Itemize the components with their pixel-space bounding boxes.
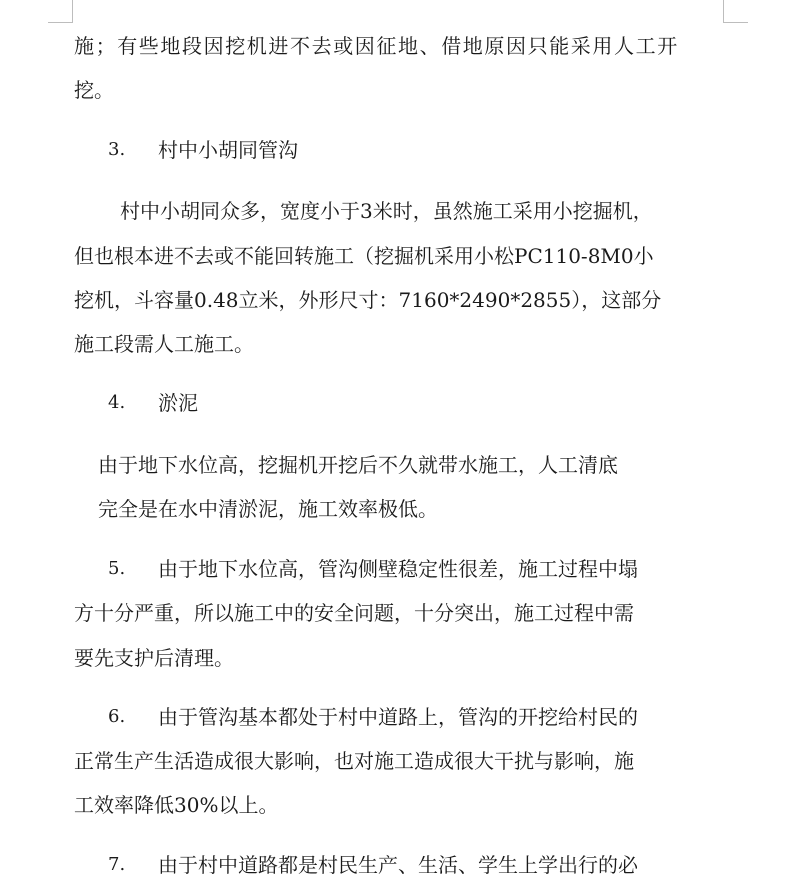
paragraph-line: 但也根本进不去或不能回转施工（挖掘机采用小松PC110-8M0小 bbox=[74, 244, 654, 268]
list-item-line: 由于地下水位高，管沟侧壁稳定性很差，施工过程中塌 bbox=[158, 557, 638, 581]
list-item-line: 方十分严重，所以施工中的安全问题，十分突出，施工过程中需 bbox=[74, 601, 634, 625]
list-item-line: 要先支护后清理。 bbox=[74, 646, 234, 670]
paragraph-line: 村中小胡同众多，宽度小于3米时，虽然施工采用小挖掘机， bbox=[120, 199, 653, 223]
list-item-line: 正常生产生活造成很大影响，也对施工造成很大干扰与影响，施 bbox=[74, 749, 634, 773]
heading-number: 3. bbox=[108, 139, 126, 160]
paragraph-line: 由于地下水位高，挖掘机开挖后不久就带水施工，人工清底 bbox=[98, 453, 618, 477]
list-item-line: 由于村中道路都是村民生产、生活、学生上学出行的必 bbox=[158, 853, 638, 877]
list-item-number: 6. bbox=[108, 706, 126, 727]
section-heading: 淤泥 bbox=[158, 391, 198, 415]
margin-corner-mark-right bbox=[723, 0, 748, 23]
list-item-line: 工效率降低30%以上。 bbox=[74, 793, 279, 817]
paragraph-line: 挖。 bbox=[74, 78, 114, 102]
list-item-number: 5. bbox=[108, 558, 126, 579]
list-item-number: 7. bbox=[108, 854, 126, 875]
section-heading: 村中小胡同管沟 bbox=[158, 138, 298, 162]
paragraph-line: 完全是在水中清淤泥，施工效率极低。 bbox=[98, 497, 438, 521]
list-item-line: 由于管沟基本都处于村中道路上，管沟的开挖给村民的 bbox=[158, 705, 638, 729]
paragraph-line: 施；有些地段因挖机进不去或因征地、借地原因只能采用人工开 bbox=[74, 34, 679, 58]
paragraph-line: 挖机，斗容量0.48立米，外形尺寸：7160*2490*2855），这部分 bbox=[74, 288, 662, 312]
heading-number: 4. bbox=[108, 392, 126, 413]
margin-corner-mark-left bbox=[48, 0, 73, 23]
paragraph-line: 施工段需人工施工。 bbox=[74, 332, 254, 356]
